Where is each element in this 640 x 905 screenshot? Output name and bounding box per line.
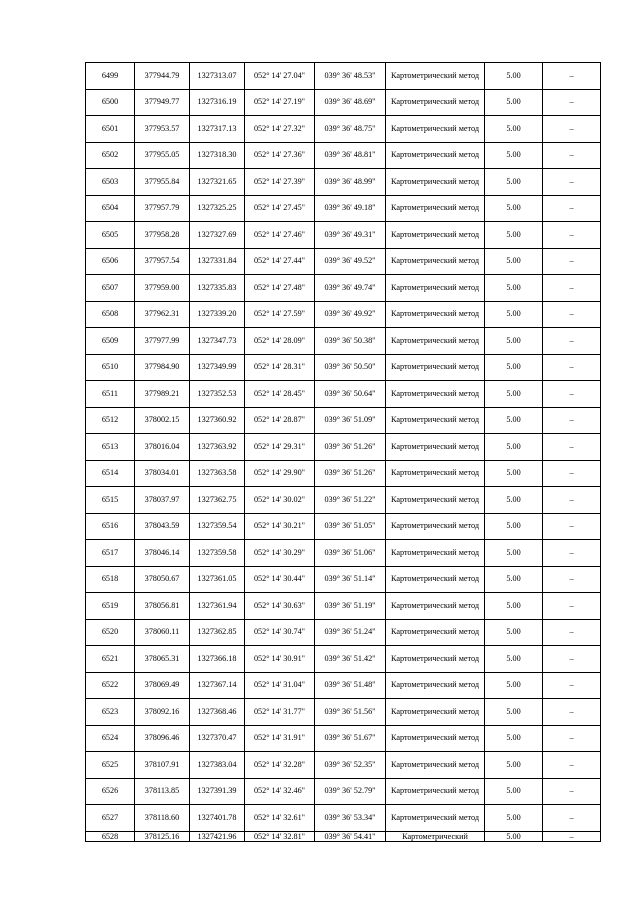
longitude-cell: 039° 36' 51.56" (315, 699, 386, 726)
accuracy-cell: 5.00 (485, 725, 543, 752)
point-number-cell: 6499 (86, 63, 135, 90)
point-number-cell: 6509 (86, 328, 135, 355)
description-cell: – (543, 434, 601, 461)
method-cell: Картометрический метод (386, 513, 485, 540)
accuracy-cell: 5.00 (485, 752, 543, 779)
description-cell: – (543, 513, 601, 540)
description-cell: – (543, 248, 601, 275)
table-row (86, 831, 601, 841)
accuracy-cell: 5.00 (485, 248, 543, 275)
latitude-cell: 052° 14' 30.02" (245, 487, 315, 514)
accuracy-cell: 5.00 (485, 619, 543, 646)
method-cell: Картометрический метод (386, 248, 485, 275)
description-cell: – (543, 354, 601, 381)
coord-x-cell: 378034.01 (135, 460, 190, 487)
latitude-cell: 052° 14' 27.45" (245, 195, 315, 222)
point-number-cell: 6518 (86, 566, 135, 593)
longitude-cell: 039° 36' 48.69" (315, 89, 386, 116)
description-cell: – (543, 460, 601, 487)
coord-y-cell: 1327352.53 (190, 381, 245, 408)
description-cell: – (543, 195, 601, 222)
point-number-cell: 6520 (86, 619, 135, 646)
accuracy-cell: 5.00 (485, 487, 543, 514)
table-row (86, 434, 601, 461)
latitude-cell: 052° 14' 30.44" (245, 566, 315, 593)
longitude-cell: 039° 36' 48.53" (315, 63, 386, 90)
latitude-cell: 052° 14' 31.04" (245, 672, 315, 699)
coord-y-cell: 1327383.04 (190, 752, 245, 779)
method-cell: Картометрический метод (386, 434, 485, 461)
table-row (86, 407, 601, 434)
point-number-cell: 6507 (86, 275, 135, 302)
description-cell: – (543, 540, 601, 567)
method-cell: Картометрический метод (386, 63, 485, 90)
method-cell: Картометрический метод (386, 778, 485, 805)
point-number-cell: 6511 (86, 381, 135, 408)
table-row (86, 566, 601, 593)
point-number-cell: 6525 (86, 752, 135, 779)
coord-x-cell: 378125.16 (135, 831, 190, 841)
method-cell: Картометрический метод (386, 805, 485, 832)
coord-y-cell: 1327366.18 (190, 646, 245, 673)
description-cell: – (543, 646, 601, 673)
point-number-cell: 6504 (86, 195, 135, 222)
longitude-cell: 039° 36' 51.26" (315, 460, 386, 487)
description-cell: – (543, 328, 601, 355)
coord-x-cell: 377957.79 (135, 195, 190, 222)
coord-x-cell: 378056.81 (135, 593, 190, 620)
table-row (86, 593, 601, 620)
longitude-cell: 039° 36' 51.26" (315, 434, 386, 461)
method-cell: Картометрический метод (386, 619, 485, 646)
accuracy-cell: 5.00 (485, 831, 543, 841)
table-row (86, 169, 601, 196)
method-cell: Картометрический метод (386, 142, 485, 169)
latitude-cell: 052° 14' 30.74" (245, 619, 315, 646)
description-cell: – (543, 301, 601, 328)
coord-x-cell: 378065.31 (135, 646, 190, 673)
latitude-cell: 052° 14' 27.36" (245, 142, 315, 169)
longitude-cell: 039° 36' 50.38" (315, 328, 386, 355)
point-number-cell: 6505 (86, 222, 135, 249)
longitude-cell: 039° 36' 53.34" (315, 805, 386, 832)
method-cell: Картометрический метод (386, 672, 485, 699)
latitude-cell: 052° 14' 28.31" (245, 354, 315, 381)
accuracy-cell: 5.00 (485, 381, 543, 408)
coord-x-cell: 378002.15 (135, 407, 190, 434)
latitude-cell: 052° 14' 29.90" (245, 460, 315, 487)
latitude-cell: 052° 14' 32.46" (245, 778, 315, 805)
table-row (86, 142, 601, 169)
longitude-cell: 039° 36' 49.31" (315, 222, 386, 249)
table-row (86, 354, 601, 381)
method-cell: Картометрический метод (386, 487, 485, 514)
longitude-cell: 039° 36' 51.09" (315, 407, 386, 434)
coord-x-cell: 377953.57 (135, 116, 190, 143)
table-row (86, 540, 601, 567)
coord-x-cell: 377984.90 (135, 354, 190, 381)
latitude-cell: 052° 14' 27.48" (245, 275, 315, 302)
point-number-cell: 6513 (86, 434, 135, 461)
table-row (86, 752, 601, 779)
coord-y-cell: 1327349.99 (190, 354, 245, 381)
coord-x-cell: 378016.04 (135, 434, 190, 461)
coord-x-cell: 377959.00 (135, 275, 190, 302)
point-number-cell: 6501 (86, 116, 135, 143)
latitude-cell: 052° 14' 27.44" (245, 248, 315, 275)
coord-x-cell: 378107.91 (135, 752, 190, 779)
point-number-cell: 6506 (86, 248, 135, 275)
table-body (86, 63, 601, 842)
accuracy-cell: 5.00 (485, 460, 543, 487)
method-cell: Картометрический метод (386, 301, 485, 328)
coord-x-cell: 378092.16 (135, 699, 190, 726)
coordinates-table (85, 62, 601, 842)
coord-x-cell: 377989.21 (135, 381, 190, 408)
coord-y-cell: 1327316.19 (190, 89, 245, 116)
point-number-cell: 6521 (86, 646, 135, 673)
coord-y-cell: 1327317.13 (190, 116, 245, 143)
table-row (86, 699, 601, 726)
accuracy-cell: 5.00 (485, 354, 543, 381)
coord-x-cell: 377962.31 (135, 301, 190, 328)
table-row (86, 301, 601, 328)
latitude-cell: 052° 14' 32.61" (245, 805, 315, 832)
latitude-cell: 052° 14' 30.29" (245, 540, 315, 567)
method-cell: Картометрический метод (386, 195, 485, 222)
latitude-cell: 052° 14' 30.91" (245, 646, 315, 673)
point-number-cell: 6503 (86, 169, 135, 196)
coord-y-cell: 1327367.14 (190, 672, 245, 699)
method-cell: Картометрический (386, 831, 485, 841)
coord-x-cell: 378037.97 (135, 487, 190, 514)
description-cell: – (543, 142, 601, 169)
longitude-cell: 039° 36' 50.50" (315, 354, 386, 381)
coord-y-cell: 1327391.39 (190, 778, 245, 805)
method-cell: Картометрический метод (386, 699, 485, 726)
accuracy-cell: 5.00 (485, 275, 543, 302)
accuracy-cell: 5.00 (485, 805, 543, 832)
table-row (86, 725, 601, 752)
accuracy-cell: 5.00 (485, 566, 543, 593)
method-cell: Картометрический метод (386, 89, 485, 116)
latitude-cell: 052° 14' 31.91" (245, 725, 315, 752)
description-cell: – (543, 407, 601, 434)
description-cell: – (543, 752, 601, 779)
description-cell: – (543, 593, 601, 620)
method-cell: Картометрический метод (386, 381, 485, 408)
method-cell: Картометрический метод (386, 116, 485, 143)
accuracy-cell: 5.00 (485, 89, 543, 116)
method-cell: Картометрический метод (386, 646, 485, 673)
description-cell: – (543, 89, 601, 116)
coord-y-cell: 1327331.84 (190, 248, 245, 275)
longitude-cell: 039° 36' 48.81" (315, 142, 386, 169)
longitude-cell: 039° 36' 50.64" (315, 381, 386, 408)
table-row (86, 63, 601, 90)
longitude-cell: 039° 36' 51.19" (315, 593, 386, 620)
coord-y-cell: 1327368.46 (190, 699, 245, 726)
latitude-cell: 052° 14' 32.81" (245, 831, 315, 841)
accuracy-cell: 5.00 (485, 672, 543, 699)
description-cell: – (543, 381, 601, 408)
description-cell: – (543, 275, 601, 302)
method-cell: Картометрический метод (386, 169, 485, 196)
coord-x-cell: 378118.60 (135, 805, 190, 832)
coord-y-cell: 1327361.05 (190, 566, 245, 593)
point-number-cell: 6515 (86, 487, 135, 514)
point-number-cell: 6519 (86, 593, 135, 620)
coord-x-cell: 378069.49 (135, 672, 190, 699)
point-number-cell: 6517 (86, 540, 135, 567)
latitude-cell: 052° 14' 27.46" (245, 222, 315, 249)
longitude-cell: 039° 36' 51.05" (315, 513, 386, 540)
coord-x-cell: 378113.85 (135, 778, 190, 805)
longitude-cell: 039° 36' 51.14" (315, 566, 386, 593)
table-row (86, 513, 601, 540)
longitude-cell: 039° 36' 51.24" (315, 619, 386, 646)
accuracy-cell: 5.00 (485, 142, 543, 169)
coord-x-cell: 378096.46 (135, 725, 190, 752)
longitude-cell: 039° 36' 49.92" (315, 301, 386, 328)
accuracy-cell: 5.00 (485, 301, 543, 328)
longitude-cell: 039° 36' 51.67" (315, 725, 386, 752)
coord-y-cell: 1327362.75 (190, 487, 245, 514)
accuracy-cell: 5.00 (485, 699, 543, 726)
description-cell: – (543, 63, 601, 90)
table-row (86, 778, 601, 805)
latitude-cell: 052° 14' 27.39" (245, 169, 315, 196)
coord-y-cell: 1327421.96 (190, 831, 245, 841)
coord-x-cell: 377957.54 (135, 248, 190, 275)
coord-y-cell: 1327363.58 (190, 460, 245, 487)
coord-y-cell: 1327360.92 (190, 407, 245, 434)
method-cell: Картометрический метод (386, 540, 485, 567)
latitude-cell: 052° 14' 30.21" (245, 513, 315, 540)
point-number-cell: 6514 (86, 460, 135, 487)
point-number-cell: 6502 (86, 142, 135, 169)
accuracy-cell: 5.00 (485, 222, 543, 249)
method-cell: Картометрический метод (386, 593, 485, 620)
point-number-cell: 6516 (86, 513, 135, 540)
point-number-cell: 6510 (86, 354, 135, 381)
description-cell: – (543, 831, 601, 841)
description-cell: – (543, 619, 601, 646)
longitude-cell: 039° 36' 48.99" (315, 169, 386, 196)
coord-y-cell: 1327359.58 (190, 540, 245, 567)
longitude-cell: 039° 36' 54.41" (315, 831, 386, 841)
longitude-cell: 039° 36' 51.48" (315, 672, 386, 699)
latitude-cell: 052° 14' 27.19" (245, 89, 315, 116)
table-row (86, 381, 601, 408)
accuracy-cell: 5.00 (485, 593, 543, 620)
method-cell: Картометрический метод (386, 725, 485, 752)
coord-y-cell: 1327362.85 (190, 619, 245, 646)
point-number-cell: 6508 (86, 301, 135, 328)
latitude-cell: 052° 14' 28.87" (245, 407, 315, 434)
coord-x-cell: 377955.05 (135, 142, 190, 169)
accuracy-cell: 5.00 (485, 540, 543, 567)
description-cell: – (543, 169, 601, 196)
coord-x-cell: 377944.79 (135, 63, 190, 90)
table-row (86, 460, 601, 487)
method-cell: Картометрический метод (386, 222, 485, 249)
description-cell: – (543, 116, 601, 143)
point-number-cell: 6512 (86, 407, 135, 434)
coord-y-cell: 1327339.20 (190, 301, 245, 328)
description-cell: – (543, 725, 601, 752)
coord-x-cell: 377977.99 (135, 328, 190, 355)
latitude-cell: 052° 14' 29.31" (245, 434, 315, 461)
longitude-cell: 039° 36' 49.18" (315, 195, 386, 222)
point-number-cell: 6524 (86, 725, 135, 752)
longitude-cell: 039° 36' 49.52" (315, 248, 386, 275)
method-cell: Картометрический метод (386, 407, 485, 434)
table-row (86, 487, 601, 514)
accuracy-cell: 5.00 (485, 513, 543, 540)
accuracy-cell: 5.00 (485, 646, 543, 673)
table-row (86, 619, 601, 646)
description-cell: – (543, 566, 601, 593)
table-row (86, 222, 601, 249)
longitude-cell: 039° 36' 51.42" (315, 646, 386, 673)
point-number-cell: 6522 (86, 672, 135, 699)
point-number-cell: 6527 (86, 805, 135, 832)
coord-x-cell: 378043.59 (135, 513, 190, 540)
latitude-cell: 052° 14' 27.32" (245, 116, 315, 143)
method-cell: Картометрический метод (386, 275, 485, 302)
method-cell: Картометрический метод (386, 354, 485, 381)
table-row (86, 672, 601, 699)
accuracy-cell: 5.00 (485, 195, 543, 222)
method-cell: Картометрический метод (386, 328, 485, 355)
longitude-cell: 039° 36' 48.75" (315, 116, 386, 143)
accuracy-cell: 5.00 (485, 407, 543, 434)
point-number-cell: 6500 (86, 89, 135, 116)
longitude-cell: 039° 36' 51.06" (315, 540, 386, 567)
latitude-cell: 052° 14' 32.28" (245, 752, 315, 779)
table-row (86, 195, 601, 222)
coord-y-cell: 1327363.92 (190, 434, 245, 461)
table-row (86, 116, 601, 143)
coord-y-cell: 1327321.65 (190, 169, 245, 196)
longitude-cell: 039° 36' 52.79" (315, 778, 386, 805)
coord-y-cell: 1327313.07 (190, 63, 245, 90)
coord-x-cell: 377949.77 (135, 89, 190, 116)
coord-x-cell: 377955.84 (135, 169, 190, 196)
accuracy-cell: 5.00 (485, 434, 543, 461)
point-number-cell: 6528 (86, 831, 135, 841)
table-row (86, 328, 601, 355)
description-cell: – (543, 699, 601, 726)
table-row (86, 646, 601, 673)
coord-y-cell: 1327335.83 (190, 275, 245, 302)
table-row (86, 275, 601, 302)
method-cell: Картометрический метод (386, 566, 485, 593)
description-cell: – (543, 487, 601, 514)
coord-y-cell: 1327325.25 (190, 195, 245, 222)
table-row (86, 805, 601, 832)
longitude-cell: 039° 36' 49.74" (315, 275, 386, 302)
coord-x-cell: 377958.28 (135, 222, 190, 249)
coord-x-cell: 378050.67 (135, 566, 190, 593)
accuracy-cell: 5.00 (485, 778, 543, 805)
coord-y-cell: 1327327.69 (190, 222, 245, 249)
latitude-cell: 052° 14' 27.04" (245, 63, 315, 90)
coord-y-cell: 1327361.94 (190, 593, 245, 620)
method-cell: Картометрический метод (386, 752, 485, 779)
accuracy-cell: 5.00 (485, 328, 543, 355)
method-cell: Картометрический метод (386, 460, 485, 487)
description-cell: – (543, 222, 601, 249)
point-number-cell: 6523 (86, 699, 135, 726)
description-cell: – (543, 672, 601, 699)
accuracy-cell: 5.00 (485, 116, 543, 143)
accuracy-cell: 5.00 (485, 169, 543, 196)
coord-y-cell: 1327318.30 (190, 142, 245, 169)
accuracy-cell: 5.00 (485, 63, 543, 90)
latitude-cell: 052° 14' 28.09" (245, 328, 315, 355)
latitude-cell: 052° 14' 27.59" (245, 301, 315, 328)
coord-x-cell: 378046.14 (135, 540, 190, 567)
point-number-cell: 6526 (86, 778, 135, 805)
description-cell: – (543, 778, 601, 805)
longitude-cell: 039° 36' 51.22" (315, 487, 386, 514)
latitude-cell: 052° 14' 28.45" (245, 381, 315, 408)
coord-y-cell: 1327370.47 (190, 725, 245, 752)
latitude-cell: 052° 14' 30.63" (245, 593, 315, 620)
coord-y-cell: 1327401.78 (190, 805, 245, 832)
table-row (86, 248, 601, 275)
latitude-cell: 052° 14' 31.77" (245, 699, 315, 726)
description-cell: – (543, 805, 601, 832)
coord-y-cell: 1327347.73 (190, 328, 245, 355)
longitude-cell: 039° 36' 52.35" (315, 752, 386, 779)
table-row (86, 89, 601, 116)
coord-y-cell: 1327359.54 (190, 513, 245, 540)
coord-x-cell: 378060.11 (135, 619, 190, 646)
